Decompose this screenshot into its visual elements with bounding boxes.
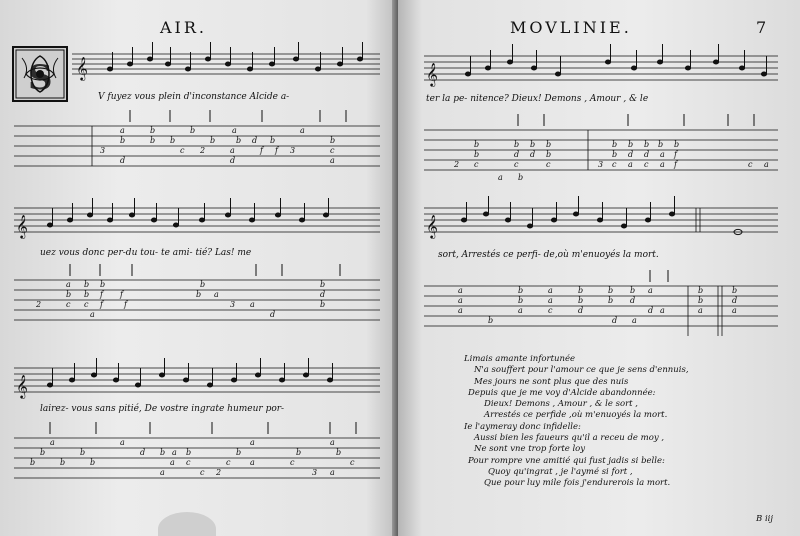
svg-text:3: 3 (290, 146, 296, 155)
svg-text:d: d (120, 156, 126, 165)
svg-text:b: b (80, 448, 86, 457)
svg-text:c: c (514, 160, 519, 169)
svg-text:𝄞: 𝄞 (76, 56, 88, 80)
svg-text:b: b (40, 448, 46, 457)
svg-text:f: f (260, 146, 263, 155)
svg-text:d: d (252, 136, 258, 145)
svg-text:f: f (275, 146, 278, 155)
svg-text:b: b (160, 448, 166, 457)
svg-text:d: d (140, 448, 146, 457)
svg-text:f: f (674, 150, 677, 159)
svg-text:b: b (66, 290, 72, 299)
svg-text:𝄞: 𝄞 (16, 374, 28, 398)
svg-text:b: b (320, 300, 326, 309)
svg-text:𝄞: 𝄞 (426, 62, 438, 86)
svg-text:a: a (518, 306, 523, 315)
svg-text:c: c (474, 160, 479, 169)
svg-text:d: d (514, 150, 520, 159)
svg-text:c: c (226, 458, 231, 467)
svg-text:a: a (498, 173, 503, 182)
svg-text:b: b (698, 296, 704, 305)
svg-text:d: d (230, 156, 236, 165)
svg-text:a: a (120, 438, 125, 447)
poem-line: Depuis que je me voy d'Alcide abandonnée: (468, 387, 656, 398)
svg-text:c: c (546, 160, 551, 169)
svg-text:c: c (612, 160, 617, 169)
svg-text:b: b (200, 280, 206, 289)
svg-text:b: b (698, 286, 704, 295)
left-page (0, 0, 398, 536)
svg-text:b: b (90, 458, 96, 467)
svg-text:2: 2 (454, 160, 460, 169)
left-music-notation (0, 0, 398, 536)
poem-line: Quoy qu'ingrat , je l'aymé si fort , (488, 466, 633, 477)
svg-text:b: b (488, 316, 494, 325)
svg-text:b: b (170, 136, 176, 145)
svg-text:b: b (608, 286, 614, 295)
svg-text:b: b (518, 286, 524, 295)
svg-text:a: a (698, 306, 703, 315)
svg-text:b: b (578, 286, 584, 295)
poem-line: N'a souffert pour l'amour ce que je sens d'ennuis, (474, 365, 689, 376)
svg-text:d: d (612, 316, 618, 325)
svg-text:d: d (630, 296, 636, 305)
right-page (398, 0, 800, 536)
drop-cap-letter: S (28, 58, 53, 98)
svg-text:d: d (530, 150, 536, 159)
poem-line: Dieux! Demons , Amour , & le sort , (484, 399, 638, 410)
svg-text:a: a (232, 126, 237, 135)
svg-text:b: b (210, 136, 216, 145)
svg-text:b: b (644, 140, 650, 149)
svg-text:b: b (578, 296, 584, 305)
lyric-line-2: uez vous donc per-du tou- te ami- tié? Las! me (40, 248, 252, 258)
svg-text:b: b (84, 290, 90, 299)
svg-text:a: a (732, 306, 737, 315)
svg-text:a: a (66, 280, 71, 289)
svg-text:a: a (660, 160, 665, 169)
svg-text:d: d (628, 150, 634, 159)
svg-text:𝄞: 𝄞 (426, 214, 438, 238)
svg-text:b: b (196, 290, 202, 299)
svg-text:c: c (180, 146, 185, 155)
svg-text:3: 3 (598, 160, 604, 169)
svg-text:a: a (214, 290, 219, 299)
svg-text:a: a (230, 146, 235, 155)
svg-text:a: a (330, 438, 335, 447)
svg-text:d: d (578, 306, 584, 315)
svg-text:b: b (514, 140, 520, 149)
svg-text:b: b (186, 448, 192, 457)
svg-text:b: b (474, 140, 480, 149)
svg-text:a: a (458, 286, 463, 295)
poem-line: Pour rompre vne amitié qui fust jadis si belle: (468, 455, 665, 466)
svg-text:a: a (628, 160, 633, 169)
svg-text:a: a (50, 438, 55, 447)
svg-text:b: b (474, 150, 480, 159)
svg-text:a: a (548, 286, 553, 295)
signature-mark: B iij (756, 514, 774, 524)
svg-text:a: a (764, 160, 769, 169)
svg-text:3: 3 (312, 468, 318, 477)
svg-text:c: c (84, 300, 89, 309)
lyric-line-1: V fuyez vous plein d'inconstance Alcide a- (98, 92, 290, 102)
svg-text:b: b (320, 280, 326, 289)
svg-text:3: 3 (100, 146, 106, 155)
svg-text:c: c (290, 458, 295, 467)
svg-text:2: 2 (200, 146, 206, 155)
svg-text:b: b (732, 286, 738, 295)
lyric-line-5: sort, Arrestés ce perfi- de,où m'enuoyés la mort. (438, 250, 659, 260)
svg-text:a: a (170, 458, 175, 467)
svg-text:d: d (320, 290, 326, 299)
svg-text:b: b (546, 150, 552, 159)
svg-text:b: b (60, 458, 66, 467)
poem-line: Arrestés ce perfide ,où m'enuoyés la mort. (484, 410, 668, 421)
svg-text:c: c (748, 160, 753, 169)
svg-text:b: b (336, 448, 342, 457)
svg-text:a: a (330, 468, 335, 477)
svg-text:2: 2 (216, 468, 222, 477)
svg-text:d: d (270, 310, 276, 319)
svg-text:3: 3 (230, 300, 236, 309)
poem-line: Limais amante infortunée (464, 354, 576, 364)
svg-text:a: a (120, 126, 125, 135)
svg-text:b: b (150, 126, 156, 135)
svg-text:b: b (518, 296, 524, 305)
svg-text:b: b (296, 448, 302, 457)
poem-line: Aussi bien les faueurs qu'il a receu de moy , (474, 433, 665, 444)
svg-text:d: d (732, 296, 738, 305)
svg-text:f: f (100, 300, 103, 309)
svg-text:a: a (300, 126, 305, 135)
svg-text:b: b (612, 150, 618, 159)
svg-text:b: b (236, 136, 242, 145)
running-head-left: AIR. (160, 18, 208, 37)
svg-text:b: b (120, 136, 126, 145)
svg-text:a: a (250, 300, 255, 309)
svg-text:b: b (330, 136, 336, 145)
svg-text:2: 2 (36, 300, 42, 309)
page-number: 7 (756, 18, 767, 37)
svg-text:f: f (120, 290, 123, 299)
svg-text:b: b (628, 140, 634, 149)
svg-text:c: c (66, 300, 71, 309)
svg-text:f: f (124, 300, 127, 309)
svg-text:a: a (458, 296, 463, 305)
svg-text:b: b (546, 140, 552, 149)
svg-text:b: b (84, 280, 90, 289)
svg-text:a: a (458, 306, 463, 315)
poem-line: Mes jours ne sont plus que des nuis (474, 376, 629, 387)
svg-text:a: a (90, 310, 95, 319)
svg-text:b: b (150, 136, 156, 145)
svg-text:b: b (674, 140, 680, 149)
svg-text:b: b (518, 173, 524, 182)
svg-text:c: c (350, 458, 355, 467)
poem-line: Que pour luy mile fois j'endurerois la mort. (484, 478, 671, 489)
svg-text:a: a (250, 458, 255, 467)
svg-text:a: a (648, 286, 653, 295)
svg-text:a: a (548, 296, 553, 305)
poem-line: Ie l'aymeray donc infidelle: (464, 421, 581, 432)
svg-text:b: b (100, 280, 106, 289)
svg-text:a: a (330, 156, 335, 165)
svg-text:f: f (100, 290, 103, 299)
svg-text:a: a (250, 438, 255, 447)
svg-text:b: b (270, 136, 276, 145)
svg-text:a: a (172, 448, 177, 457)
svg-text:c: c (644, 160, 649, 169)
svg-text:b: b (612, 140, 618, 149)
svg-text:d: d (644, 150, 650, 159)
poem-stanzas (464, 354, 784, 490)
running-head-right: MOVLINIE. (510, 18, 632, 37)
svg-text:b: b (236, 448, 242, 457)
poem-line: Ne sont vne trop forte loy (474, 444, 586, 455)
svg-text:c: c (200, 468, 205, 477)
svg-text:b: b (190, 126, 196, 135)
lyric-line-3: lairez- vous sans pitié, De vostre ingrate humeur por- (40, 404, 285, 414)
svg-text:b: b (30, 458, 36, 467)
svg-text:b: b (530, 140, 536, 149)
svg-text:a: a (660, 306, 665, 315)
svg-text:a: a (160, 468, 165, 477)
lyric-line-4: ter la pe- nitence? Dieux! Demons , Amour , & le (426, 94, 649, 104)
svg-text:a: a (632, 316, 637, 325)
svg-text:d: d (648, 306, 654, 315)
svg-text:c: c (548, 306, 553, 315)
svg-text:a: a (660, 150, 665, 159)
svg-text:c: c (186, 458, 191, 467)
svg-text:b: b (658, 140, 664, 149)
svg-text:c: c (330, 146, 335, 155)
svg-text:b: b (630, 286, 636, 295)
svg-text:f: f (674, 160, 677, 169)
svg-text:b: b (608, 296, 614, 305)
svg-text:𝄞: 𝄞 (16, 214, 28, 238)
